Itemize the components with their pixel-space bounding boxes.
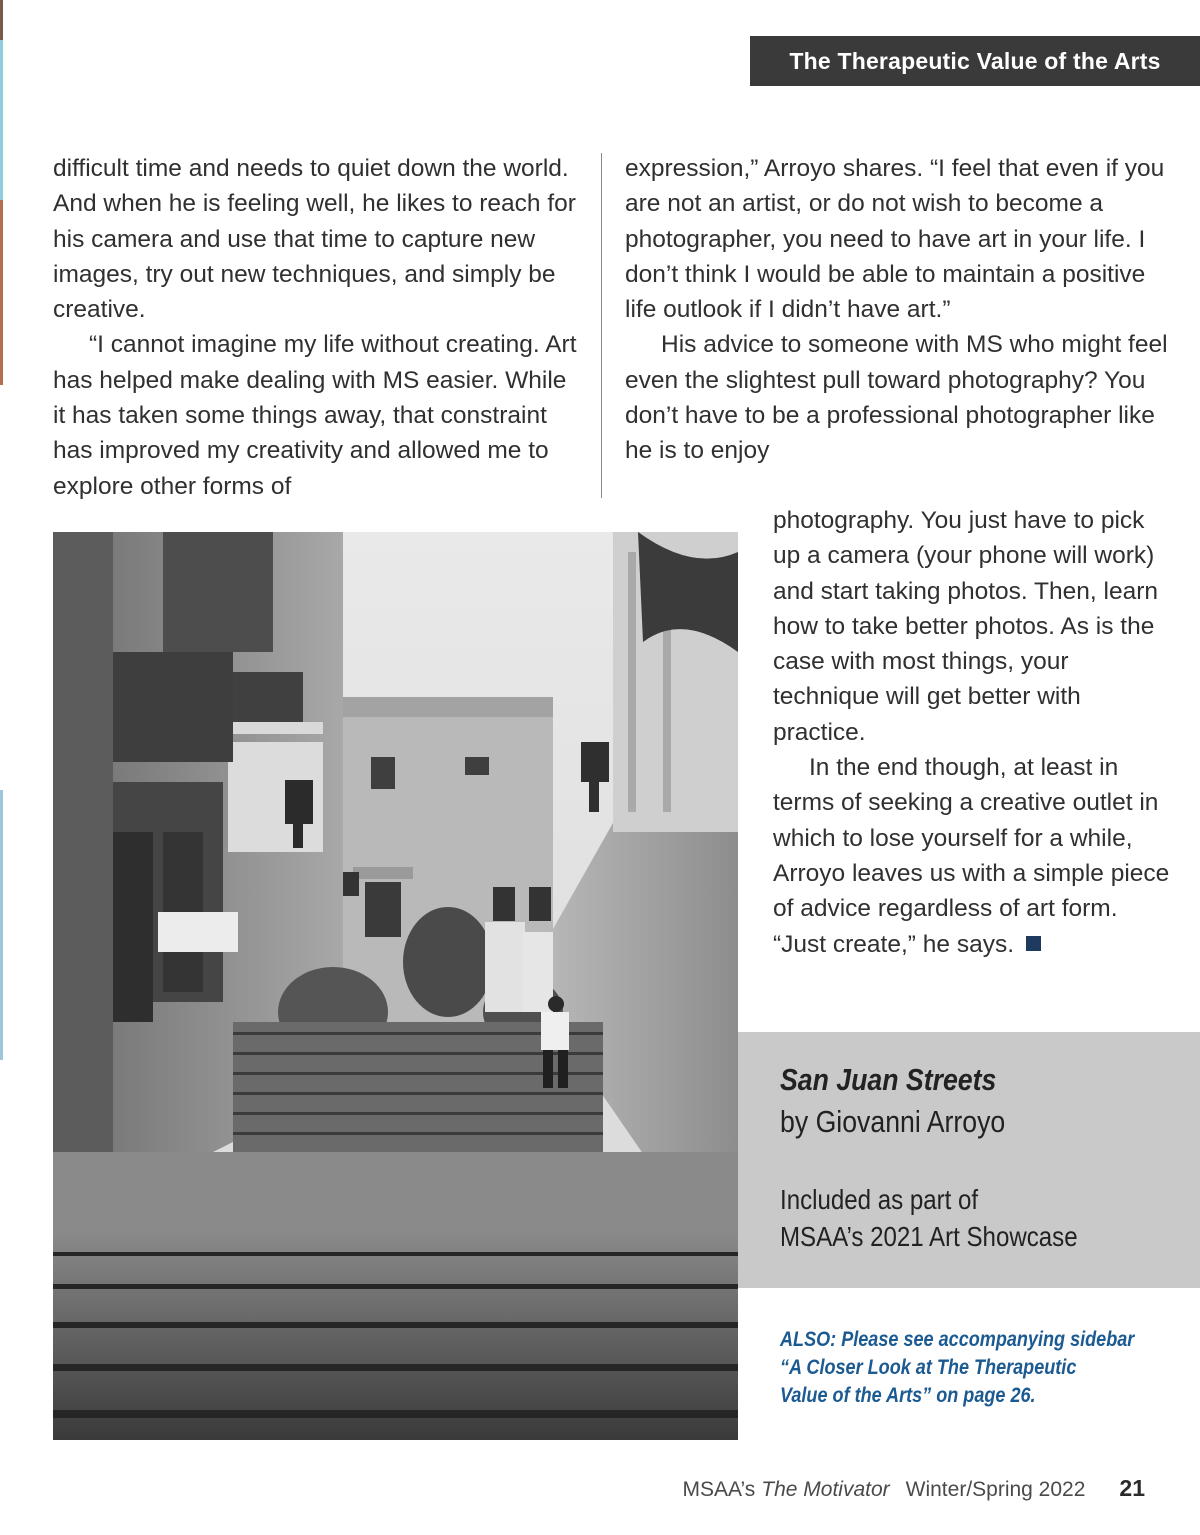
paragraph: “I cannot imagine my life without creating. Art has helped make dealing with MS easier. While it has taken some things away, that constraint has improved my creativity and allowed me to explore other forms of [53, 331, 577, 500]
sidebar-reference-line: ALSO: Please see accompanying sidebar [780, 1328, 1135, 1351]
paragraph [773, 750, 1173, 962]
photo-caption-box [738, 1032, 1200, 1288]
section-title: The Therapeutic Value of the Arts [789, 47, 1161, 74]
page-edge-strip [0, 200, 3, 385]
page-edge-strip [0, 0, 3, 40]
page-number: 21 [1119, 1475, 1145, 1501]
footer-publisher: MSAA’s [682, 1478, 756, 1501]
sidebar-reference-line: Value of the Arts” on page 26. [780, 1384, 1036, 1407]
paragraph: expression,” Arroyo shares. “I feel that even if you are not an artist, or do not wish to become a photographer, you need to have art in your life. I don’t think I would be able to maintain a positive life outlook if I didn’t have art.” [625, 155, 1165, 324]
article-column-middle [625, 151, 1170, 469]
artwork-artist: by Giovanni Arroyo [780, 1104, 1006, 1139]
end-of-article-mark [1026, 936, 1041, 951]
artwork-title: San Juan Streets [780, 1062, 997, 1097]
artwork-note: MSAA’s 2021 Art Showcase [780, 1221, 1078, 1252]
page-footer [683, 1475, 1146, 1502]
paragraph: photography. You just have to pick up a camera (your phone will work) and start taking photos. Then, learn how to take better photos. As is the case with most things, your technique will get better with practice. [773, 507, 1158, 746]
paragraph-text: In the end though, at least in terms of seeking a creative outlet in which to lose yourself for a while, Arroyo leaves us with a simple piece of advice regardless of art form. “Just create,” he says. [773, 754, 1170, 958]
article-column-left [53, 151, 583, 504]
sidebar-reference-line: “A Closer Look at The Therapeutic [780, 1356, 1077, 1379]
paragraph: difficult time and needs to quiet down the world. And when he is feeling well, he likes to reach for his camera and use that time to capture new images, try out new techniques, and simply be creative. [53, 155, 576, 324]
page-edge-strip [0, 790, 3, 1060]
paragraph: His advice to someone with MS who might feel even the slightest pull toward photography? You don’t have to be a professional photographer like he is to enjoy [625, 331, 1168, 465]
artwork-note: Included as part of [780, 1184, 979, 1215]
article-column-right [773, 503, 1173, 962]
sidebar-reference-note [780, 1326, 1141, 1410]
section-header [750, 36, 1200, 86]
footer-issue: Winter/Spring 2022 [905, 1478, 1086, 1501]
footer-magazine-title: The Motivator [761, 1478, 890, 1501]
column-divider [601, 153, 602, 498]
page-edge-strip [0, 40, 3, 200]
photograph-san-juan-streets [53, 532, 738, 1440]
